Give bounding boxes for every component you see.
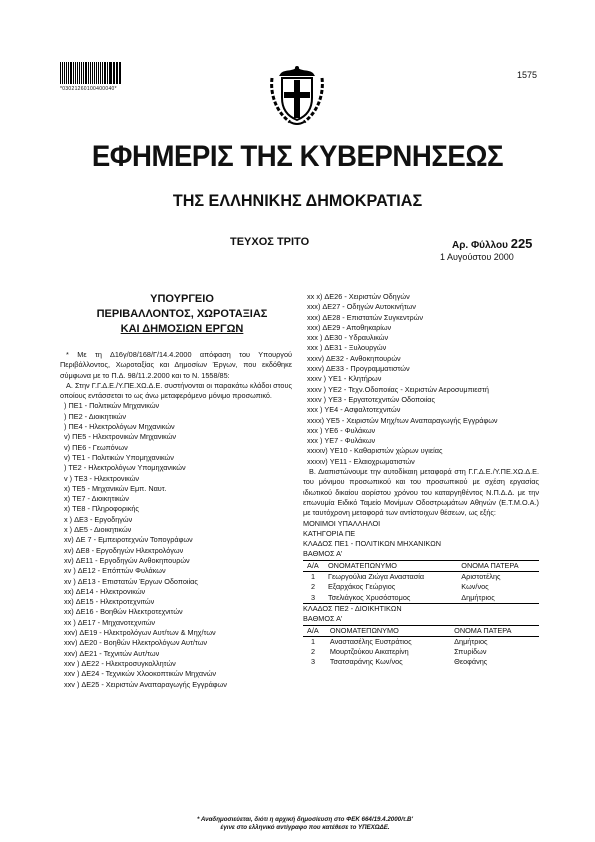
barcode-bar bbox=[85, 62, 87, 84]
section-heading: ΒΑΘΜΟΣ Α' bbox=[303, 549, 343, 559]
list-item: xxxv ) ΥΕ3 - Εργατοτεχνιτών Οδοποιίας bbox=[307, 394, 436, 404]
barcode-bar bbox=[107, 62, 108, 84]
barcode bbox=[60, 62, 122, 84]
table-cell: Γεωργούλια Ζιώγα Αναστασία bbox=[328, 572, 425, 582]
issue-date: 1 Αυγούστου 2000 bbox=[440, 252, 514, 262]
barcode-bar bbox=[73, 62, 74, 84]
ministry-line: ΠΕΡΙΒΑΛΛΟΝΤΟΣ, ΧΩΡΟΤΑΞΙΑΣ bbox=[96, 308, 268, 320]
barcode-number: *03021260100400040* bbox=[60, 86, 117, 92]
barcode-bar bbox=[66, 62, 67, 84]
table-cell: Κων/νος bbox=[461, 582, 489, 592]
barcode-bar bbox=[62, 62, 63, 84]
note-line: έγινε στο ελληνικό αντίγραφο που κατέθεσε το ΥΠΕΧΩΔΕ. bbox=[220, 824, 390, 831]
barcode-bar bbox=[96, 62, 97, 84]
table-cell: Θεοφάνης bbox=[454, 657, 488, 667]
list-item: xxx ) ΥΕ6 - Φυλάκων bbox=[307, 425, 376, 435]
list-item: xxxv ) ΥΕ1 - Κλητήρων bbox=[307, 374, 382, 384]
table-row bbox=[303, 647, 539, 657]
list-item: xxxv) ΔΕ33 - Προγραμματιστών bbox=[307, 364, 410, 374]
list-item: xv ) ΔΕ13 - Επιστατών Έργων Οδοποιίας bbox=[64, 576, 198, 586]
gazette-subtitle: ΤΗΣ ΕΛΛΗΝΙΚΗΣ ΔΗΜΟΚΡΑΤΙΑΣ bbox=[172, 191, 423, 210]
barcode-bar bbox=[70, 62, 72, 84]
list-item: xx ) ΔΕ17 - Μηχανοτεχνιτών bbox=[64, 617, 156, 627]
table-cell: Δημήτριος bbox=[454, 636, 488, 646]
barcode-bar bbox=[114, 62, 115, 84]
barcode-bar bbox=[60, 62, 61, 84]
list-item: x) ΤΕ5 - Μηχανικών Εμπ. Ναυτ. bbox=[64, 483, 167, 493]
list-item: xx x) ΔΕ26 - Χειριστών Οδηγών bbox=[307, 292, 410, 301]
table-row bbox=[303, 593, 539, 603]
table-header-row bbox=[303, 560, 539, 571]
list-item: xxx) ΔΕ28 - Επιστατών Συγκεντρών bbox=[307, 312, 423, 322]
list-item: xxx ) ΔΕ30 - Υδραυλικών bbox=[307, 333, 389, 343]
list-item: xxxxv) ΥΕ10 - Καθαριστών χώρων υγιείας bbox=[307, 446, 443, 456]
list-item: xv) ΔΕ8 - Εργοδηγών Ηλεκτρολόγων bbox=[64, 545, 184, 555]
table-cell: Σπυρίδων bbox=[454, 647, 487, 657]
section-heading: ΚΑΤΗΓΟΡΙΑ ΠΕ bbox=[303, 528, 356, 538]
barcode-bar bbox=[104, 62, 106, 84]
note-line: * Αναδημοσιεύεται, διότι η αρχική δημοσίευση στο ΦΕΚ 664/19.4.2000/τ.Β' bbox=[196, 816, 414, 823]
list-item: xxv ) ΔΕ22 - Ηλεκτροσυγκολλητών bbox=[64, 658, 176, 668]
branch-list bbox=[60, 401, 292, 689]
list-item: xv) ΔΕ11 - Εργοδηγών Ανθοκηπουρών bbox=[64, 555, 190, 565]
list-item: x) ΤΕ7 - Διοικητικών bbox=[64, 494, 129, 504]
barcode-bar bbox=[64, 62, 65, 84]
section-heading: ΚΛΑΔΟΣ ΠΕ2 - ΔΙΟΙΚΗΤΙΚΩΝ bbox=[303, 603, 539, 614]
list-item: x ) ΔΕ3 - Εργοδηγών bbox=[64, 514, 133, 524]
barcode-bar bbox=[100, 62, 101, 84]
table-cell: Τσελιάγκος Χρυσόστομος bbox=[328, 592, 411, 602]
barcode-bar bbox=[68, 62, 69, 84]
table-row bbox=[303, 572, 539, 583]
barcode-bar bbox=[98, 62, 99, 84]
section-heading: ΒΑΘΜΟΣ Α' bbox=[303, 614, 343, 624]
barcode-bar bbox=[88, 62, 89, 84]
table-cell: Αναστασέλης Ευστράτιος bbox=[329, 636, 412, 646]
column-header: ΟΝΟΜΑ ΠΑΤΕΡΑ bbox=[457, 560, 539, 571]
barcode-bar bbox=[116, 62, 117, 84]
list-item: v) ΤΕ1 - Πολιτικών Υπομηχανικών bbox=[64, 452, 174, 462]
list-item: xv ) ΔΕ12 - Επόπτών Φυλάκων bbox=[64, 566, 166, 576]
list-item: ) ΠΕ2 - Διοικητικών bbox=[64, 411, 127, 421]
list-item: xxx ) ΥΕ4 - Ασφαλτοτεχνιτών bbox=[307, 405, 401, 415]
ministry-heading bbox=[82, 292, 282, 337]
sheet-label: Αρ. Φύλλου bbox=[452, 240, 508, 251]
list-item: ) ΠΕ4 - Ηλεκτρολόγων Μηχανικών bbox=[64, 422, 175, 432]
table-row bbox=[303, 582, 539, 592]
list-item: v ) ΤΕ3 - Ηλεκτρονικών bbox=[64, 473, 140, 483]
sheet-value: 225 bbox=[510, 236, 533, 251]
barcode-bar bbox=[90, 62, 91, 84]
list-item: ) ΤΕ2 - Ηλεκτρολόγων Υπομηχανικών bbox=[64, 463, 186, 473]
table-cell: 1 bbox=[311, 636, 316, 646]
list-item: xxx ) ΔΕ31 - Ξυλουργών bbox=[307, 343, 387, 353]
section-heading: ΚΛΑΔΟΣ ΠΕ1 - ΠΟΛΙΤΙΚΩΝ ΜΗΧΑΝΙΚΩΝ bbox=[303, 539, 442, 549]
list-item: xxx ) ΥΕ7 - Φυλάκων bbox=[307, 436, 376, 446]
list-item: ) ΠΕ1 - Πολιτικών Μηχανικών bbox=[64, 401, 160, 411]
list-item: xxx) ΔΕ27 - Οδηγών Αυτοκινήτων bbox=[307, 302, 416, 312]
barcode-bar bbox=[81, 62, 82, 84]
employee-table-pe1 bbox=[303, 560, 539, 603]
barcode-bar bbox=[119, 62, 120, 84]
barcode-bar bbox=[83, 62, 84, 84]
list-item: xxxxv) ΥΕ11 - Ελαιοχρωματιστών bbox=[307, 456, 415, 466]
branch-list-continued bbox=[303, 292, 539, 467]
table-cell: Τσατσαράνης Κων/νος bbox=[329, 657, 403, 667]
gazette-title: ΕΦΗΜΕΡΙΣ ΤΗΣ ΚΥΒΕΡΝΗΣΕΩΣ bbox=[91, 140, 504, 173]
paragraph-b: Β. Διαπιστώνουμε την αυτοδίκαιη μεταφορά στη Γ.Γ.Δ.Ε./Υ.ΠΕ.ΧΩ.Δ.Ε. του μόνιμου προσωπικού και του προσωπικού με σχέση εργασίας ιδιωτικού δικαίου αορίστου χρόνου του καταργηθέντος Ν.Π.Δ.Δ. με την επωνυμία Ειδικό Ταμείο Μονίμων Οδοστρωμάτων Αθηνών (Ε.Τ.Μ.Ο.Α.) με ταυτόχρονη μεταφορά των αντίστοιχων θέσεων, ως εξής: bbox=[303, 467, 539, 518]
list-item: xxv ) ΔΕ25 - Χειριστών Αναπαραγωγής Εγγράφων bbox=[64, 679, 227, 689]
paragraph-a: Α. Στην Γ.Γ.Δ.Ε./Υ.ΠΕ.ΧΩ.Δ.Ε. συστήνονται οι παρακάτω κλάδοι στους οποίους εντάσσεται το ως άνω μεταφερόμενο μόνιμο προσωπικό. bbox=[60, 380, 292, 401]
table-cell: Μουρτζούκου Αικατερίνη bbox=[329, 647, 409, 657]
section-heading: ΜΟΝΙΜΟΙ ΥΠΑΛΛΗΛΟΙ bbox=[303, 518, 381, 528]
list-item: xxv ) ΔΕ24 - Τεχνικών Χλοοκοπτικών Μηχανών bbox=[64, 669, 217, 679]
table-cell: Δημήτριος bbox=[461, 592, 495, 602]
column-header: Α/Α bbox=[303, 560, 324, 571]
list-item: v) ΠΕ6 - Γεωπόνων bbox=[64, 442, 128, 452]
barcode-bar bbox=[94, 62, 95, 84]
barcode-bar bbox=[92, 62, 93, 84]
sheet-number bbox=[452, 236, 532, 251]
list-item: xxxv ) ΥΕ2 - Τεχν.Οδοποιίας - Χειριστών Αεροσυμπιεστή bbox=[307, 384, 489, 394]
employee-table-pe2 bbox=[303, 625, 539, 668]
list-item: xx) ΔΕ16 - Βοηθών Ηλεκτροτεχνιτών bbox=[64, 607, 183, 617]
barcode-bar bbox=[109, 62, 110, 84]
list-item: xxxx) ΥΕ5 - Χειριστών Μηχ/των Αναπαραγωγής Εγγράφων bbox=[307, 415, 498, 425]
table-header-row bbox=[303, 625, 539, 636]
ministry-line: ΚΑΙ ΔΗΜΟΣΙΩΝ ΕΡΓΩΝ bbox=[120, 323, 244, 335]
table-cell: Αριστοτέλης bbox=[461, 572, 501, 582]
barcode-bar bbox=[110, 62, 111, 84]
list-item: xxv) ΔΕ20 - Βοηθών Ηλεκτρολόγων Αυτ/των bbox=[64, 638, 208, 648]
decision-intro: * Με τη Δ16γ/08/168/Γ/14.4.2000 απόφαση του Υπουργού Περιβάλλοντος, Χωροταξίας και Δημοσίων Έργων, που εκδόθηκε σύμφωνα με το Π.Δ. 98/11.2.2000 και το Ν. 1558/85: bbox=[60, 350, 292, 380]
barcode-bar bbox=[79, 62, 80, 84]
left-column bbox=[60, 350, 292, 690]
list-item: xx) ΔΕ15 - Ηλεκτροτεχνιτών bbox=[64, 597, 155, 607]
list-item: xv) ΔΕ 7 - Εμπειροτεχνών Τοπογράφων bbox=[64, 535, 193, 545]
list-item: x) ΤΕ8 - Πληροφορικής bbox=[64, 504, 139, 514]
list-item: x ) ΔΕ5 - Διοικητικών bbox=[64, 525, 132, 535]
table-cell: 3 bbox=[311, 657, 316, 667]
list-item: xxv) ΔΕ19 - Ηλεκτρολόγων Αυτ/των & Μηχ/των bbox=[64, 628, 216, 638]
issue-type: ΤΕΥΧΟΣ ΤΡΙΤΟ bbox=[230, 236, 310, 248]
table-cell: 2 bbox=[311, 582, 316, 592]
column-header: ΟΝΟΜΑΤΕΠΩΝΥΜΟ bbox=[326, 625, 450, 636]
table-cell: Εξαρχάκος Γεώργιος bbox=[328, 582, 396, 592]
barcode-bar bbox=[113, 62, 114, 84]
list-item: v) ΠΕ5 - Ηλεκτρονικών Μηχανικών bbox=[64, 432, 177, 442]
column-header: Α/Α bbox=[303, 625, 326, 636]
table-cell: 1 bbox=[311, 572, 316, 582]
barcode-bar bbox=[77, 62, 78, 84]
list-item: xx) ΔΕ14 - Ηλεκτρονικών bbox=[64, 586, 146, 596]
list-item: xxx) ΔΕ29 - Αποθηκαρίων bbox=[307, 322, 392, 332]
table-row bbox=[303, 657, 539, 667]
column-header: ΟΝΟΜΑ ΠΑΤΕΡΑ bbox=[450, 625, 539, 636]
column-header: ΟΝΟΜΑΤΕΠΩΝΥΜΟ bbox=[324, 560, 457, 571]
table-cell: 3 bbox=[311, 592, 316, 602]
republication-note bbox=[140, 816, 470, 832]
greek-coat-of-arms-icon bbox=[268, 64, 326, 131]
ministry-line: ΥΠΟΥΡΓΕΙΟ bbox=[150, 293, 214, 305]
barcode-bar bbox=[120, 62, 121, 84]
table-row bbox=[303, 636, 539, 647]
list-item: xxxv) ΔΕ32 - Ανθοκηπουρών bbox=[307, 353, 401, 363]
table-cell: 2 bbox=[311, 647, 316, 657]
list-item: xxv) ΔΕ21 - Τεχνιτών Αυτ/των bbox=[64, 648, 160, 658]
right-column bbox=[303, 292, 539, 668]
page-number: 1575 bbox=[516, 70, 537, 80]
barcode-bar bbox=[102, 62, 103, 84]
barcode-bar bbox=[75, 62, 76, 84]
